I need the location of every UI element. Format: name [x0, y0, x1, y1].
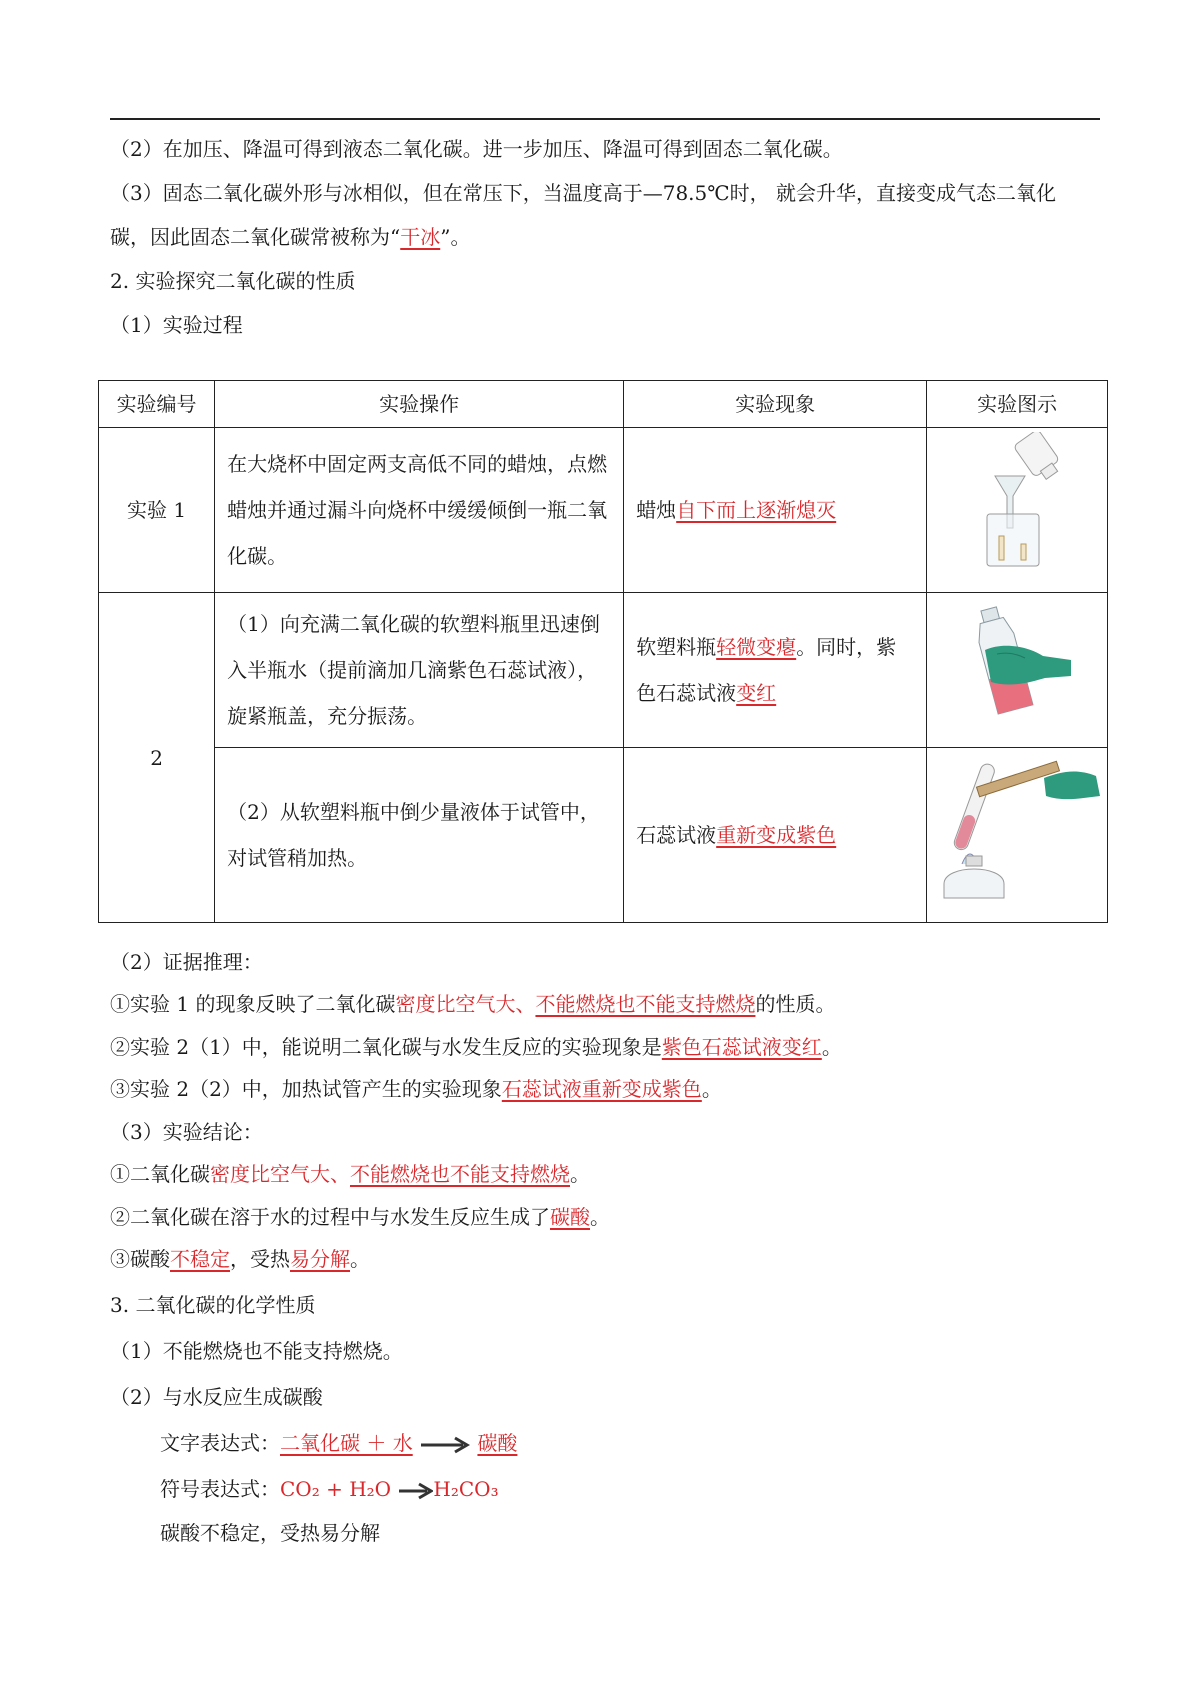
- table-row: [99, 428, 1108, 593]
- answer: 不能燃烧也不能支持燃烧: [350, 1162, 570, 1186]
- word-equation: [160, 1430, 517, 1456]
- text: ②二氧化碳在溶于水的过程中与水发生反应生成了: [110, 1205, 550, 1229]
- para-3-line-2: [110, 224, 470, 250]
- exp-phenomenon: [624, 748, 927, 923]
- text: 。同时，紫色石蕊试液: [636, 635, 897, 705]
- answer: 重新变成紫色: [716, 823, 837, 847]
- section-3-title: 3. 二氧化碳的化学性质: [110, 1293, 316, 1317]
- text: ，受热: [230, 1247, 290, 1271]
- text: 软塑料瓶: [636, 635, 717, 659]
- answer: 变红: [736, 681, 777, 705]
- symbol-equation: [160, 1476, 499, 1502]
- conclusion-line-3: [110, 1246, 370, 1272]
- text: 蜡烛: [636, 498, 677, 522]
- text: 。: [570, 1162, 590, 1186]
- answer: 易分解: [290, 1247, 350, 1271]
- symbol-equation-right: H₂CO₃: [433, 1477, 499, 1501]
- exp-phenomenon: [624, 428, 927, 593]
- text: 、: [515, 992, 536, 1016]
- text: 。: [350, 1247, 370, 1271]
- text: ②实验 2（1）中，能说明二氧化碳与水发生反应的实验现象是: [110, 1035, 662, 1059]
- exp-id: 实验 1: [99, 428, 215, 593]
- candle-beaker-illustration: [967, 432, 1067, 572]
- table-row: [99, 593, 1108, 748]
- text: 。: [701, 1077, 722, 1101]
- answer: 不稳定: [170, 1247, 230, 1271]
- exp-operation: （2）从软塑料瓶中倒少量液体于试管中，对试管稍加热。: [215, 748, 624, 923]
- arrow-icon: [419, 1435, 471, 1455]
- header-cell: 实验图示: [927, 381, 1108, 428]
- text: ③实验 2（2）中，加热试管产生的实验现象: [110, 1077, 502, 1101]
- chem-property-1: （1）不能燃烧也不能支持燃烧。: [110, 1339, 403, 1363]
- symbol-equation-left: CO₂ + H₂O: [280, 1477, 392, 1501]
- exp-illustration: [927, 428, 1108, 593]
- answer: 石蕊试液重新变成紫色: [501, 1077, 702, 1101]
- answer: 自下而上逐渐熄灭: [676, 498, 837, 522]
- table-row: [99, 748, 1108, 923]
- text: 文字表达式：: [160, 1431, 280, 1455]
- evidence-title: （2）证据推理：: [110, 950, 263, 974]
- conclusion-title: （3）实验结论：: [110, 1120, 263, 1144]
- header-cell: 实验现象: [624, 381, 927, 428]
- para-3-line-1: （3）固态二氧化碳外形与冰相似，但在常压下，当温度高于—78.5℃时， 就会升华，直接变成气态二氧化: [110, 181, 1056, 205]
- chem-property-2: （2）与水反应生成碳酸: [110, 1385, 323, 1409]
- evidence-line-1: [110, 991, 835, 1017]
- text: 、: [330, 1162, 350, 1186]
- text: 。: [590, 1205, 610, 1229]
- answer: 碳酸: [550, 1205, 590, 1229]
- heating-test-tube-illustration: [932, 752, 1102, 902]
- decomposition-note: 碳酸不稳定，受热易分解: [160, 1521, 380, 1545]
- table-header-row: [99, 381, 1108, 428]
- header-rule: [110, 118, 1100, 120]
- text: ①实验 1 的现象反映了二氧化碳: [110, 992, 396, 1016]
- conclusion-line-2: [110, 1204, 610, 1230]
- conclusion-line-1: [110, 1161, 590, 1187]
- evidence-line-3: [110, 1076, 722, 1102]
- text: 碳，因此固态二氧化碳常被称为“: [110, 225, 401, 249]
- para-2: （2）在加压、降温可得到液态二氧化碳。进一步加压、降温可得到固态二氧化碳。: [110, 137, 843, 161]
- shaking-bottle-illustration: [957, 602, 1077, 722]
- answer: 轻微变瘪: [716, 635, 797, 659]
- text: 的性质。: [755, 992, 836, 1016]
- exp-id: 2: [99, 593, 215, 923]
- exp-operation: 在大烧杯中固定两支高低不同的蜡烛，点燃蜡烛并通过漏斗向烧杯中缓缓倾倒一瓶二氧化碳。: [215, 428, 624, 593]
- header-cell: 实验操作: [215, 381, 624, 428]
- text: 。: [821, 1035, 842, 1059]
- text: ①二氧化碳: [110, 1162, 210, 1186]
- text: 符号表达式：: [160, 1477, 280, 1501]
- evidence-line-2: [110, 1034, 842, 1060]
- exp-phenomenon: [624, 593, 927, 748]
- answer: 密度比空气大: [210, 1162, 330, 1186]
- header-cell: 实验编号: [99, 381, 215, 428]
- answer: 不能燃烧也不能支持燃烧: [535, 992, 756, 1016]
- word-equation-right: 碳酸: [477, 1431, 518, 1455]
- answer-dry-ice: 干冰: [400, 225, 441, 249]
- exp-operation: （1）向充满二氧化碳的软塑料瓶里迅速倒入半瓶水（提前滴加几滴紫色石蕊试液），旋紧瓶盖，充分振荡。: [215, 593, 624, 748]
- arrow-icon: [397, 1481, 433, 1501]
- text: ”。: [440, 225, 471, 249]
- text: ③碳酸: [110, 1247, 170, 1271]
- sub-1-title: （1）实验过程: [110, 313, 243, 337]
- word-equation-left: 二氧化碳 ＋ 水: [280, 1431, 413, 1455]
- section-2-title: 2. 实验探究二氧化碳的性质: [110, 269, 356, 293]
- exp-illustration: [927, 593, 1108, 748]
- answer: 紫色石蕊试液变红: [661, 1035, 822, 1059]
- exp-illustration: [927, 748, 1108, 923]
- experiment-table: [98, 380, 1108, 923]
- answer: 密度比空气大: [395, 992, 516, 1016]
- text: 石蕊试液: [636, 823, 717, 847]
